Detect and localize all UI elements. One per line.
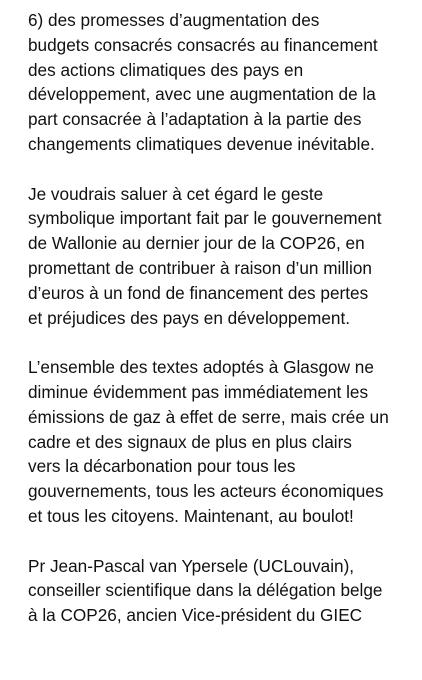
author-signature [28,554,410,628]
text-line: conseiller scientifique dans la délégation belge [28,580,383,601]
text-line: et tous les citoyens. Maintenant, au boulot! [28,505,354,526]
text-line: cadre et des signaux de plus en plus clairs [28,431,352,452]
text-line: promettant de contribuer à raison d’un million [28,257,372,278]
paragraph-wallonie [28,182,410,331]
text-line: symbolique important fait par le gouvernement [28,208,382,229]
text-line: vers la décarbonation pour tous les [28,456,296,477]
text-line: et préjudices des pays en développement. [28,307,350,328]
paragraph-climate-finance [28,8,410,157]
text-line: Pr Jean-Pascal van Ypersele (UCLouvain), [28,555,355,576]
text-line: des actions climatiques des pays en [28,59,304,80]
text-line: part consacrée à l’adaptation à la partie des [28,109,362,130]
text-line: développement, avec une augmentation de la [28,84,376,105]
text-line: changements climatiques devenue inévitable. [28,133,375,154]
text-line: émissions de gaz à effet de serre, mais crée un [28,406,389,427]
article-text [28,8,410,628]
paragraph-glasgow [28,355,410,529]
text-line: gouvernements, tous les acteurs économiques [28,481,384,502]
text-line: de Wallonie au dernier jour de la COP26, en [28,233,365,254]
text-line: L’ensemble des textes adoptés à Glasgow ne [28,357,374,378]
text-line: d’euros à un fond de financement des pertes [28,282,369,303]
text-line: diminue évidemment pas immédiatement les [28,381,369,402]
text-line: 6) des promesses d’augmentation des [28,10,320,30]
text-line: à la COP26, ancien Vice-président du GIEC [28,605,363,626]
text-line: Je voudrais saluer à cet égard le geste [28,183,324,204]
text-line: budgets consacrés consacrés au financement [28,34,378,55]
